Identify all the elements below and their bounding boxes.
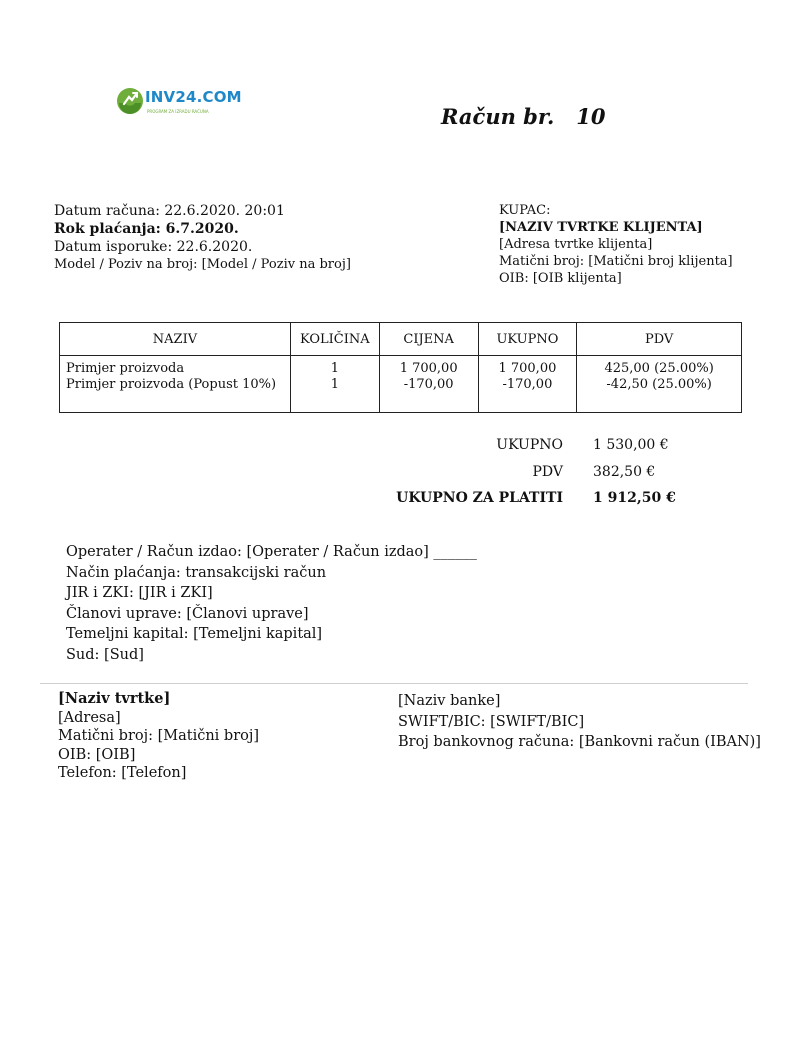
payment-model: Model / Poziv na broj: [Model / Poziv na broj] <box>54 257 351 272</box>
jir-zki: JIR i ZKI: [JIR i ZKI] <box>66 585 213 601</box>
payment-method: Način plaćanja: transakcijski račun <box>66 564 327 581</box>
vat-total-label: PDV <box>532 464 563 480</box>
invoice-date: Datum računa: 22.6.2020. 20:01 <box>54 203 285 219</box>
invoice-title-label: Račun br. <box>441 104 555 129</box>
company-phone: Telefon: [Telefon] <box>58 765 187 781</box>
board-members: Članovi uprave: [Članovi uprave] <box>66 605 309 622</box>
company-oib: OIB: [OIB] <box>58 746 136 763</box>
item-name: Primjer proizvoda (Popust 10%) <box>66 377 277 392</box>
company-name: [Naziv tvrtke] <box>58 690 171 707</box>
company-registration: Matični broj: [Matični broj] <box>58 728 260 744</box>
logo-text: INV24.COM <box>145 88 242 106</box>
footer-divider <box>40 683 748 684</box>
customer-oib: OIB: [OIB klijenta] <box>499 271 622 286</box>
customer-address: [Adresa tvrtke klijenta] <box>499 237 653 252</box>
share-capital: Temeljni kapital: [Temeljni kapital] <box>66 626 323 642</box>
subtotal-value: 1 530,00 € <box>593 437 669 453</box>
subtotal-label: UKUPNO <box>496 437 563 453</box>
item-total: 1 700,00 <box>498 361 557 376</box>
bank-name: [Naziv banke] <box>398 693 501 709</box>
item-total: -170,00 <box>502 377 553 392</box>
customer-registration: Matični broj: [Matični broj klijenta] <box>499 254 733 269</box>
item-vat: -42,50 (25.00%) <box>606 377 712 392</box>
invoice-title <box>441 104 605 129</box>
table-row <box>60 356 742 413</box>
customer-heading: KUPAC: <box>499 203 551 218</box>
company-address: [Adresa] <box>58 709 121 726</box>
logo-tagline: PROGRAM ZA IZRADU RAČUNA <box>147 109 209 114</box>
payment-due-date: Rok plaćanja: 6.7.2020. <box>54 221 239 237</box>
company-logo <box>115 86 242 122</box>
company-details <box>58 690 259 783</box>
column-header: CIJENA <box>379 323 478 356</box>
item-price: 1 700,00 <box>399 361 458 376</box>
items-table <box>59 322 742 413</box>
invoice-notes <box>66 542 477 665</box>
column-header: PDV <box>577 323 742 356</box>
customer-block <box>499 202 733 287</box>
invoice-info <box>54 202 351 274</box>
column-header: NAZIV <box>60 323 291 356</box>
item-quantity: 1 <box>330 361 339 376</box>
customer-name: [NAZIV TVRTKE KLIJENTA] <box>499 220 703 235</box>
item-vat: 425,00 (25.00%) <box>604 361 714 376</box>
inv24-logo-icon <box>115 86 145 116</box>
item-name: Primjer proizvoda <box>66 361 185 376</box>
invoice-number: 10 <box>576 104 606 129</box>
court: Sud: [Sud] <box>66 646 144 663</box>
column-header: KOLIČINA <box>290 323 379 356</box>
delivery-date: Datum isporuke: 22.6.2020. <box>54 239 253 255</box>
bank-account: Broj bankovnog računa: [Bankovni račun (IBAN)] <box>398 734 761 750</box>
column-header: UKUPNO <box>478 323 577 356</box>
item-price: -170,00 <box>403 377 454 392</box>
table-header-row <box>60 323 742 356</box>
item-quantity: 1 <box>330 377 339 392</box>
vat-total-value: 382,50 € <box>593 464 656 480</box>
operator-line: Operater / Račun izdao: [Operater / Račun izdao] ______ <box>66 544 477 560</box>
amount-due-label: UKUPNO ZA PLATITI <box>396 490 563 506</box>
bank-swift: SWIFT/BIC: [SWIFT/BIC] <box>398 713 585 730</box>
bank-details <box>398 691 761 753</box>
amount-due-value: 1 912,50 € <box>593 490 676 506</box>
